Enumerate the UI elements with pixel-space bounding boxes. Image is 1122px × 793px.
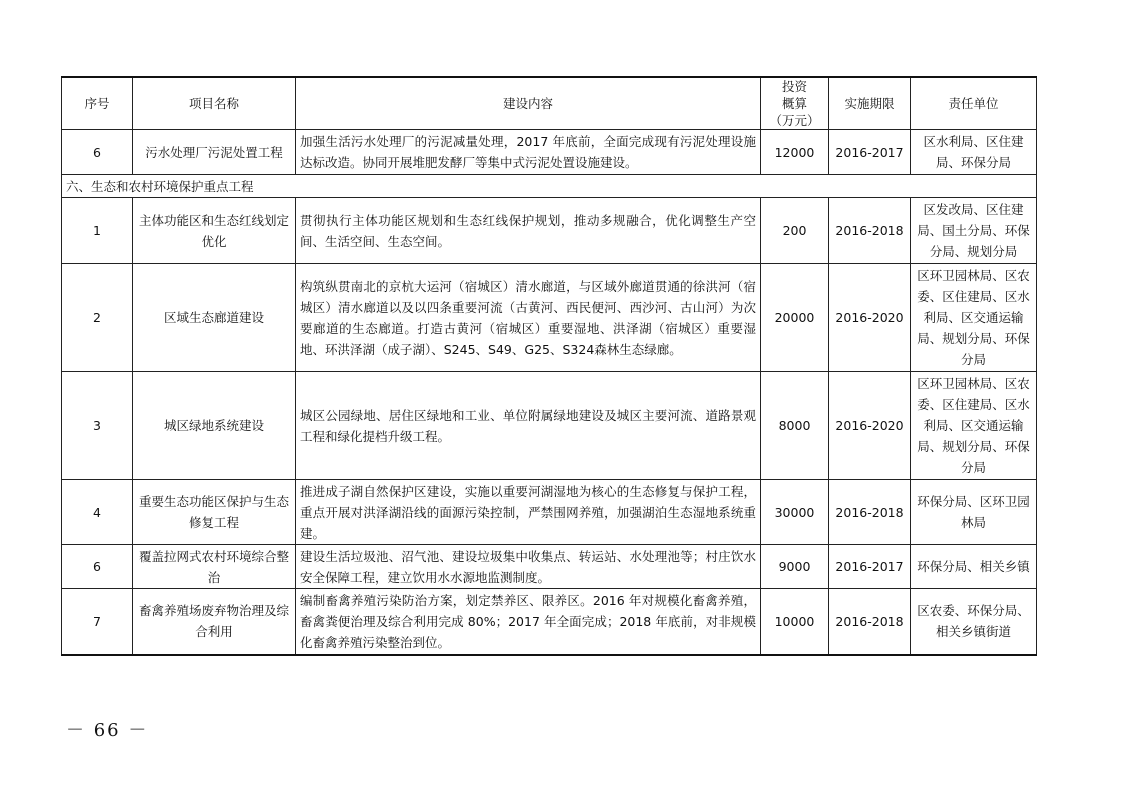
table-row (62, 480, 1037, 545)
header-period: 实施期限 (829, 77, 911, 130)
cell-period: 2016-2020 (829, 264, 911, 372)
header-name: 项目名称 (133, 77, 296, 130)
header-investment-l2: 概算 (781, 96, 807, 111)
cell-content: 城区公园绿地、居住区绿地和工业、单位附属绿地建设及城区主要河流、道路景观工程和绿化提档升级工程。 (296, 372, 761, 480)
cell-period: 2016-2018 (829, 198, 911, 264)
cell-unit: 区环卫园林局、区农委、区住建局、区水利局、区交通运输局、规划分局、环保分局 (911, 372, 1037, 480)
cell-period: 2016-2017 (829, 130, 911, 175)
cell-investment: 8000 (761, 372, 829, 480)
cell-seq: 3 (62, 372, 133, 480)
cell-seq: 7 (62, 589, 133, 655)
section-title: 六、生态和农村环境保护重点工程 (62, 175, 1037, 198)
header-content: 建设内容 (296, 77, 761, 130)
cell-unit: 区环卫园林局、区农委、区住建局、区水利局、区交通运输局、规划分局、环保分局 (911, 264, 1037, 372)
header-investment-l1: 投资 (781, 79, 807, 94)
cell-investment: 30000 (761, 480, 829, 545)
table-header-row (62, 77, 1037, 130)
page-number: － 66 － (66, 720, 149, 741)
cell-seq: 2 (62, 264, 133, 372)
cell-period: 2016-2017 (829, 545, 911, 589)
table-row (62, 130, 1037, 175)
cell-unit: 区水利局、区住建局、环保分局 (911, 130, 1037, 175)
cell-investment: 12000 (761, 130, 829, 175)
cell-investment: 10000 (761, 589, 829, 655)
cell-unit: 区发改局、区住建局、国土分局、环保分局、规划分局 (911, 198, 1037, 264)
table-row (62, 198, 1037, 264)
cell-unit: 环保分局、相关乡镇 (911, 545, 1037, 589)
cell-unit: 区农委、环保分局、相关乡镇街道 (911, 589, 1037, 655)
cell-content: 编制畜禽养殖污染防治方案，划定禁养区、限养区。2016 年对规模化畜禽养殖，畜禽粪便治理及综合利用完成 80%；2017 年全面完成；2018 年底前，对非规模化畜禽养殖污染整治到位。 (296, 589, 761, 655)
cell-name: 主体功能区和生态红线划定优化 (133, 198, 296, 264)
header-investment (761, 77, 829, 130)
cell-seq: 4 (62, 480, 133, 545)
cell-unit: 环保分局、区环卫园林局 (911, 480, 1037, 545)
cell-investment: 200 (761, 198, 829, 264)
cell-period: 2016-2018 (829, 480, 911, 545)
header-unit: 责任单位 (911, 77, 1037, 130)
section-row (62, 175, 1037, 198)
cell-content: 构筑纵贯南北的京杭大运河（宿城区）清水廊道，与区域外廊道贯通的徐洪河（宿城区）清水廊道以及以四条重要河流（古黄河、西民便河、西沙河、古山河）为次要廊道的生态廊道。打造古黄河（宿城区）重要湿地、洪泽湖（宿城区）重要湿地、环洪泽湖（成子湖）、S245、S49、G25、S324森林生态绿廊。 (296, 264, 761, 372)
project-table (61, 76, 1037, 656)
header-seq: 序号 (62, 77, 133, 130)
cell-name: 覆盖拉网式农村环境综合整治 (133, 545, 296, 589)
table-row (62, 589, 1037, 655)
cell-name: 城区绿地系统建设 (133, 372, 296, 480)
cell-name: 污水处理厂污泥处置工程 (133, 130, 296, 175)
header-investment-l3: （万元） (769, 113, 820, 128)
table-row (62, 372, 1037, 480)
cell-name: 区域生态廊道建设 (133, 264, 296, 372)
cell-content: 推进成子湖自然保护区建设，实施以重要河湖湿地为核心的生态修复与保护工程，重点开展对洪泽湖沿线的面源污染控制，严禁围网养殖，加强湖泊生态湿地系统重建。 (296, 480, 761, 545)
table-row (62, 545, 1037, 589)
cell-seq: 6 (62, 130, 133, 175)
cell-content: 建设生活垃圾池、沼气池、建设垃圾集中收集点、转运站、水处理池等；村庄饮水安全保障工程，建立饮用水水源地监测制度。 (296, 545, 761, 589)
cell-investment: 9000 (761, 545, 829, 589)
cell-name: 畜禽养殖场废弃物治理及综合利用 (133, 589, 296, 655)
cell-seq: 6 (62, 545, 133, 589)
table-row (62, 264, 1037, 372)
cell-name: 重要生态功能区保护与生态修复工程 (133, 480, 296, 545)
cell-period: 2016-2018 (829, 589, 911, 655)
cell-period: 2016-2020 (829, 372, 911, 480)
cell-seq: 1 (62, 198, 133, 264)
cell-content: 加强生活污水处理厂的污泥减量处理，2017 年底前，全面完成现有污泥处理设施达标改造。协同开展堆肥发酵厂等集中式污泥处置设施建设。 (296, 130, 761, 175)
cell-investment: 20000 (761, 264, 829, 372)
cell-content: 贯彻执行主体功能区规划和生态红线保护规划，推动多规融合，优化调整生产空间、生活空间、生态空间。 (296, 198, 761, 264)
